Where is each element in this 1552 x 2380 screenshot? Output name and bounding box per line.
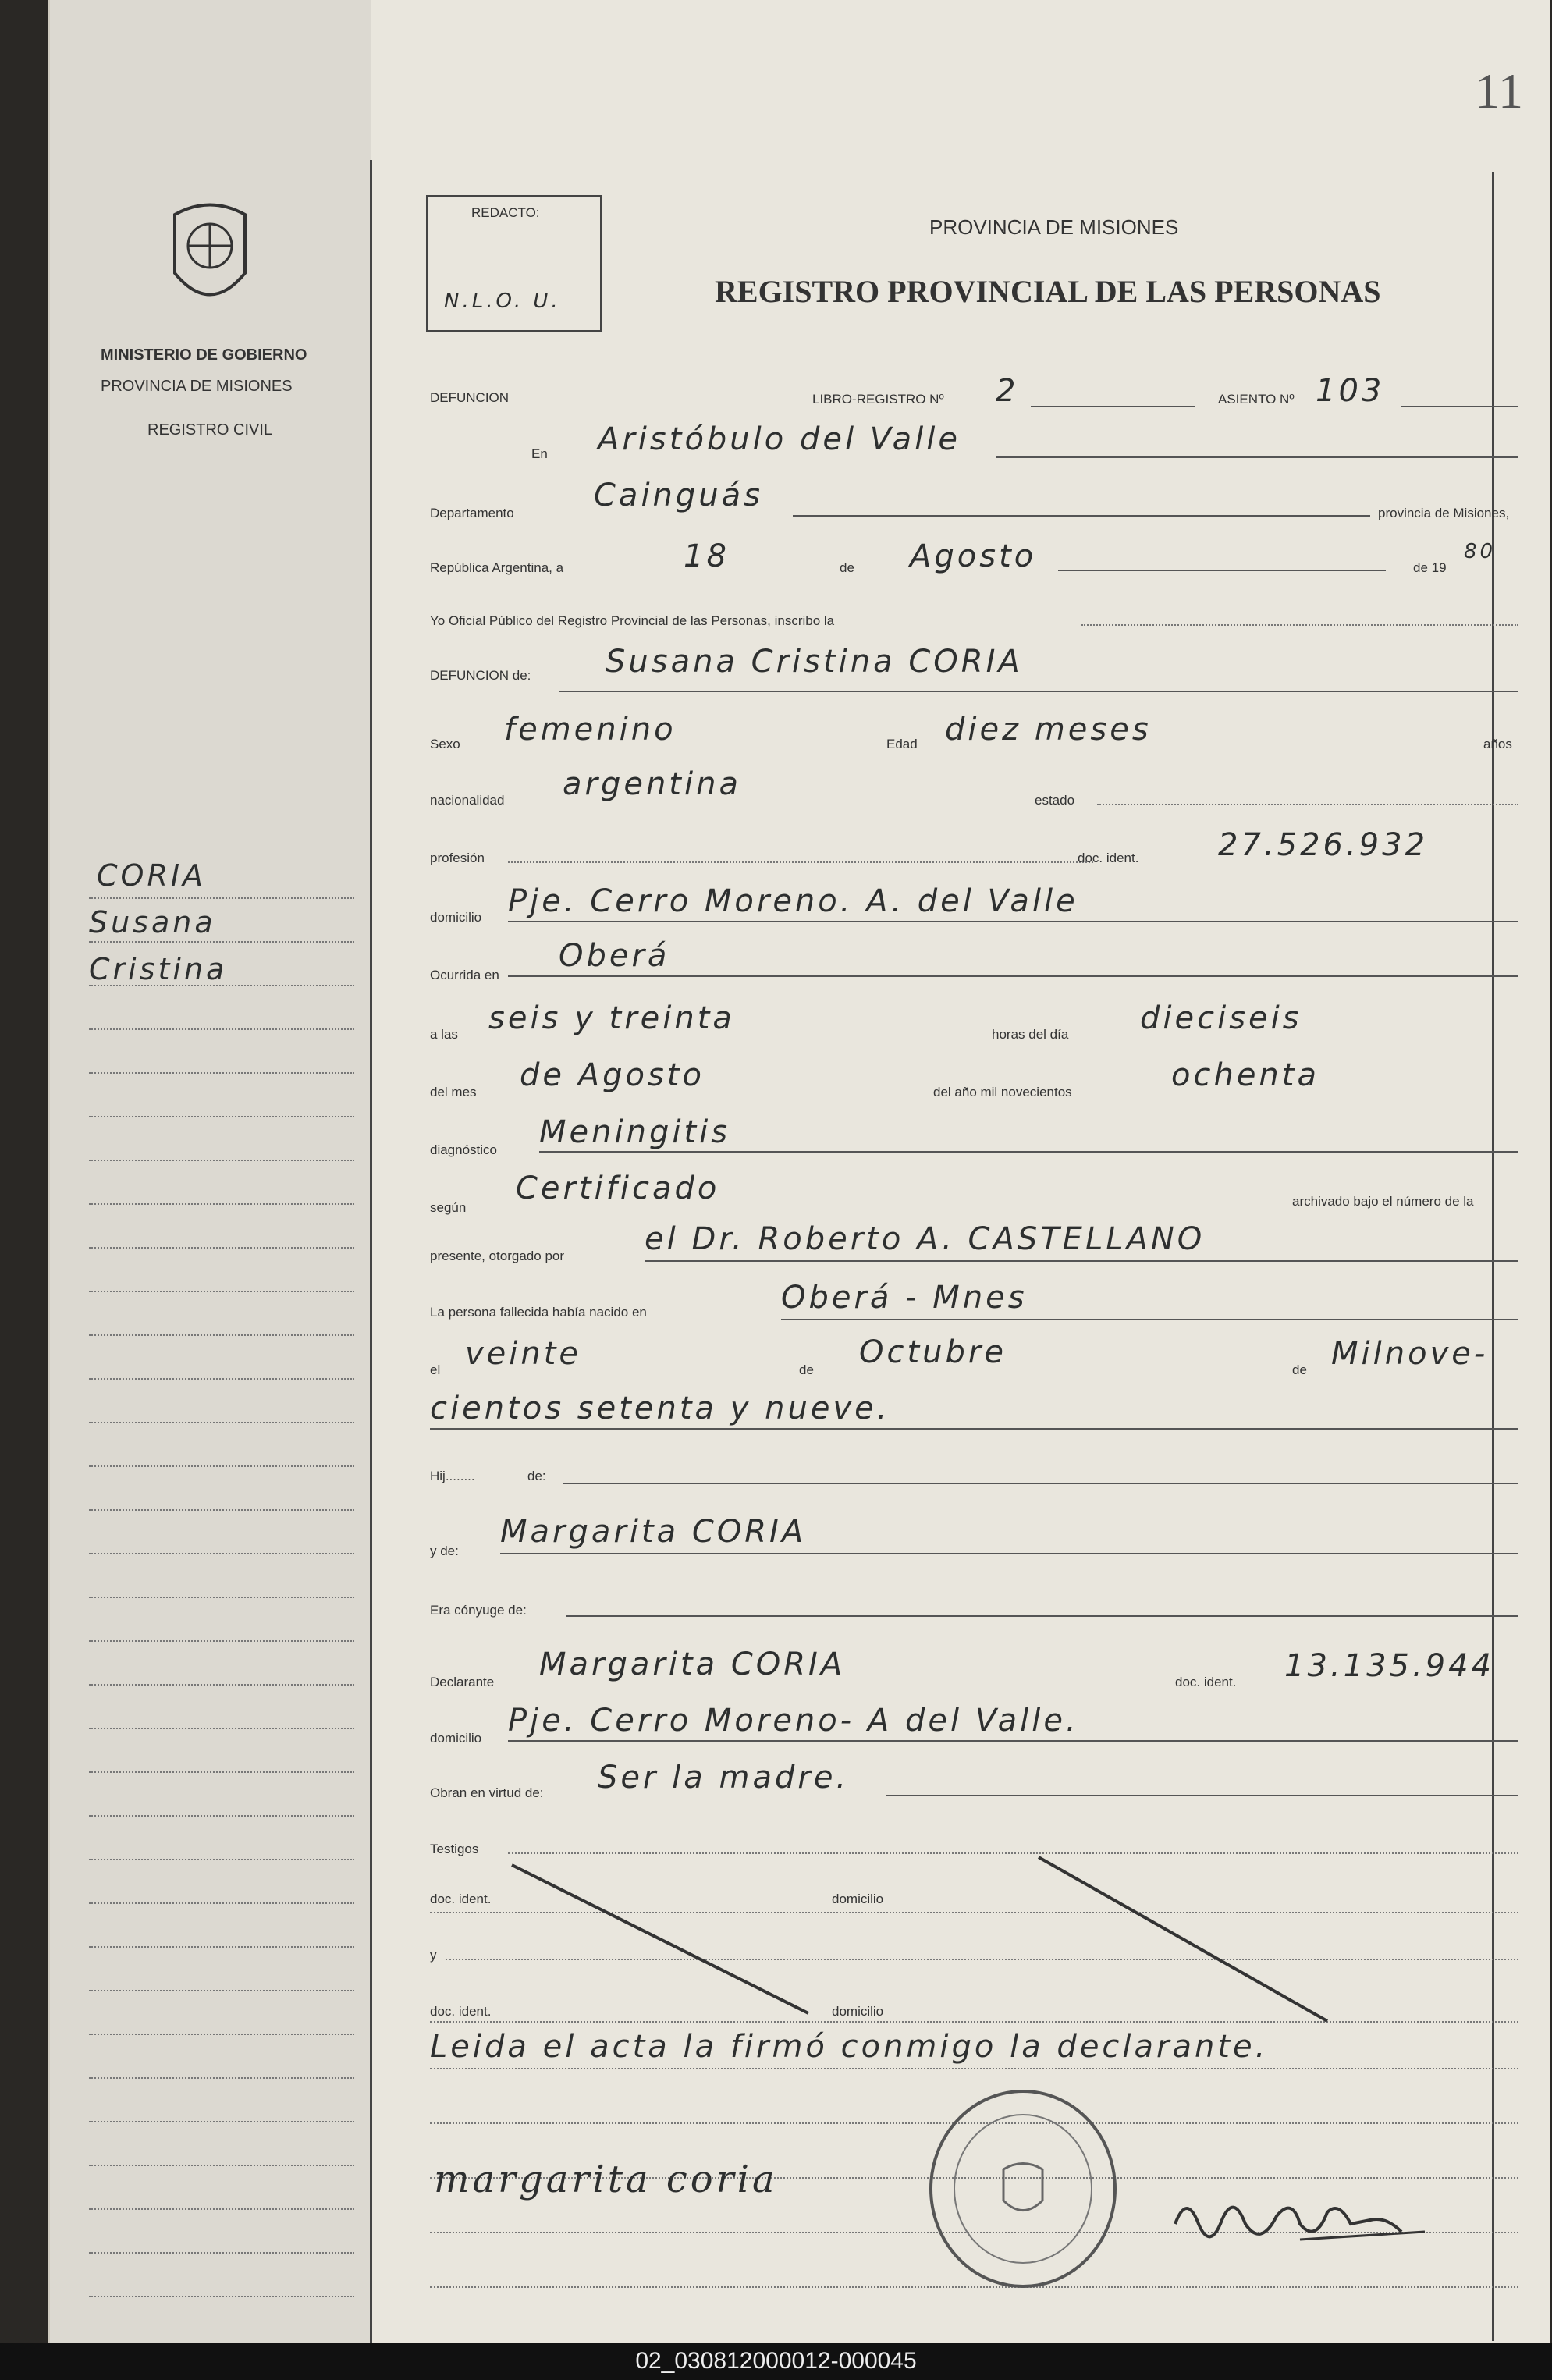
doc-value: 27.526.932 (1218, 827, 1429, 863)
t-doc1-label: doc. ident. (430, 1892, 492, 1906)
month-value: Agosto (910, 538, 1037, 574)
image-id-footer: 02_030812000012-000045 (0, 2343, 1552, 2380)
year-label: de 19 (1413, 560, 1447, 575)
margin-line (89, 1771, 354, 1773)
nac-anio-value-2: cientos setenta y nueve. (430, 1391, 890, 1426)
obran-value: Ser la madre. (598, 1760, 850, 1796)
margin-line (89, 2121, 354, 2122)
deceased-name: Susana Cristina CORIA (606, 644, 1023, 680)
year-value: 80 (1464, 540, 1497, 563)
diag-line (539, 1151, 1518, 1153)
margin-surname: CORIA (97, 858, 207, 893)
civil-registry-label: REGISTRO CIVIL (147, 421, 273, 439)
anio-label: del año mil novecientos (933, 1085, 1072, 1099)
estado-line (1097, 804, 1518, 805)
edad-value: diez meses (945, 712, 1152, 748)
margin-given-2: Cristina (89, 952, 228, 986)
official-seal-icon (922, 2083, 1124, 2294)
conyuge-line (566, 1615, 1518, 1617)
officer-text: Yo Oficial Público del Registro Provincial de las Personas, inscribo la (430, 613, 835, 628)
day-value: 18 (684, 538, 730, 574)
en-label: En (531, 446, 548, 461)
margin-line (89, 1859, 354, 1860)
margin-line (89, 2296, 354, 2297)
sexo-value: femenino (504, 712, 677, 748)
province-label: PROVINCIA DE MISIONES (101, 378, 293, 395)
rep-label: República Argentina, a (430, 560, 564, 575)
libro-value: 2 (996, 373, 1019, 409)
deceased-line (559, 691, 1518, 692)
type-label: DEFUNCION (430, 390, 510, 405)
obran-label: Obran en virtud de: (430, 1785, 544, 1800)
margin-line (89, 941, 354, 943)
t-doc2-label: doc. ident. (430, 2004, 492, 2019)
domicilio-line (508, 921, 1518, 922)
nacionalidad-label: nacionalidad (430, 793, 505, 808)
nacido-line (781, 1319, 1518, 1320)
redacto-label: REDACTO: (471, 205, 540, 220)
libro-line (1031, 406, 1195, 407)
diag-label: diagnóstico (430, 1142, 498, 1157)
hij-de-label: de: (527, 1469, 546, 1483)
a-las-label: a las (430, 1027, 458, 1042)
redacto-box (426, 195, 602, 332)
margin-line (89, 1247, 354, 1249)
profesion-line (508, 861, 1093, 863)
t-dom2-label: domicilio (832, 2004, 884, 2019)
el-label: el (430, 1362, 441, 1377)
nacionalidad-value: argentina (563, 766, 741, 802)
anos-label: años (1483, 737, 1512, 751)
mes-value: de Agosto (520, 1057, 705, 1093)
margin-line (89, 1334, 354, 1336)
margin-line (89, 1116, 354, 1117)
depto-value: Cainguás (594, 478, 763, 513)
margin-line (89, 1203, 354, 1205)
depto-line (793, 515, 1370, 517)
madre-value: Margarita CORIA (500, 1514, 807, 1550)
y-de-label: y de: (430, 1543, 459, 1558)
estado-label: estado (1035, 793, 1075, 808)
margin-given-1: Susana (89, 905, 216, 940)
medico-line (645, 1260, 1518, 1262)
margin-line (89, 2252, 354, 2254)
nacido-value: Oberá - Mnes (781, 1280, 1028, 1316)
margin-line (89, 1509, 354, 1511)
margin-line (89, 1465, 354, 1467)
domicilio-label: domicilio (430, 910, 482, 925)
page-number: 11 (1475, 63, 1523, 119)
testigos-strike-marks (371, 1834, 1526, 2037)
madre-line (500, 1553, 1518, 1554)
margin-line (89, 1684, 354, 1686)
nac-anio-line (430, 1428, 1518, 1430)
prov-suffix: provincia de Misiones, (1378, 506, 1510, 520)
coat-of-arms-icon (167, 199, 253, 316)
t-dom1-label: domicilio (832, 1892, 884, 1906)
nacido-label: La persona fallecida había nacido en (430, 1305, 647, 1320)
ocurrida-label: Ocurrida en (430, 968, 499, 982)
margin-line (89, 1422, 354, 1423)
closing-text: Leida el acta la firmó conmigo la declarante. (430, 2029, 1269, 2065)
decl-doc-label: doc. ident. (1175, 1675, 1237, 1689)
libro-label: LIBRO-REGISTRO Nº (812, 392, 944, 407)
hora-value: seis y treinta (488, 1000, 735, 1036)
nac-dia-value: veinte (465, 1336, 582, 1372)
t-y-label: y (430, 1948, 437, 1963)
month-line (1058, 570, 1386, 571)
del-mes-label: del mes (430, 1085, 477, 1099)
margin-line (89, 1902, 354, 1904)
asiento-line (1401, 406, 1518, 407)
margin-line (89, 2208, 354, 2210)
ocurrida-line (508, 975, 1518, 977)
medico-value: el Dr. Roberto A. CASTELLANO (645, 1221, 1206, 1257)
en-line (996, 456, 1518, 458)
declarante-value: Margarita CORIA (539, 1646, 846, 1682)
de-label: de (840, 560, 854, 575)
doc-label: doc. ident. (1078, 851, 1139, 865)
archivado-label: archivado bajo el número de la (1292, 1194, 1474, 1209)
diag-value: Meningitis (539, 1114, 731, 1150)
redacto-value: N.L.O. U. (444, 290, 561, 313)
margin-line (89, 1072, 354, 1074)
segun-label: según (430, 1200, 467, 1215)
nac-anio-value-1: Milnove- (1331, 1336, 1489, 1372)
presente-label: presente, otorgado por (430, 1249, 565, 1263)
conyuge-label: Era cónyuge de: (430, 1603, 527, 1618)
margin-line (89, 1291, 354, 1292)
decl-dom-value: Pje. Cerro Moreno- A del Valle. (508, 1703, 1079, 1739)
nac-mes-value: Octubre (859, 1334, 1007, 1370)
officer-line (1081, 624, 1518, 626)
nac-de2-label: de (1292, 1362, 1307, 1377)
domicilio-value: Pje. Cerro Moreno. A. del Valle (508, 883, 1078, 919)
hij-label: Hij........ (430, 1469, 475, 1483)
declarante-signature: margarita coria (434, 2158, 778, 2201)
margin-line (89, 2165, 354, 2166)
decl-dom-line (508, 1740, 1518, 1742)
anio-value: ochenta (1171, 1057, 1319, 1093)
edad-label: Edad (886, 737, 918, 751)
margin-line (89, 1028, 354, 1030)
left-margin-band (50, 0, 371, 2343)
sexo-label: Sexo (430, 737, 460, 751)
obran-line (886, 1795, 1518, 1796)
margin-line (89, 1640, 354, 1642)
asiento-value: 103 (1316, 373, 1385, 409)
ministry-label: MINISTERIO DE GOBIERNO (101, 346, 307, 364)
form-area (371, 0, 1526, 2343)
margin-line (89, 1160, 354, 1161)
testigos-label: Testigos (430, 1842, 479, 1856)
en-value: Aristóbulo del Valle (598, 421, 961, 457)
margin-line (89, 1597, 354, 1598)
defuncion-de-label: DEFUNCION de: (430, 668, 531, 683)
profesion-label: profesión (430, 851, 485, 865)
decl-dom-label: domicilio (430, 1731, 482, 1746)
declarante-label: Declarante (430, 1675, 495, 1689)
margin-line (89, 897, 354, 899)
asiento-label: ASIENTO Nº (1218, 392, 1295, 407)
margin-line (89, 1946, 354, 1948)
margin-line (89, 985, 354, 986)
margin-line (89, 1815, 354, 1817)
horas-label: horas del día (992, 1027, 1069, 1042)
decl-doc-value: 13.135.944 (1284, 1648, 1495, 1684)
registry-title: REGISTRO PROVINCIAL DE LAS PERSONAS (715, 274, 1381, 309)
margin-line (89, 1728, 354, 1729)
hij-line (563, 1483, 1518, 1484)
officer-signature (1167, 2177, 1425, 2263)
margin-line (89, 1378, 354, 1380)
dia-value: dieciseis (1140, 1000, 1302, 1036)
margin-line (89, 1553, 354, 1554)
segun-value: Certificado (516, 1170, 720, 1206)
margin-line (89, 1990, 354, 1991)
margin-line (89, 2077, 354, 2079)
closing-line (430, 2068, 1518, 2069)
depto-label: Departamento (430, 506, 514, 520)
margin-line (89, 2034, 354, 2035)
top-province: PROVINCIA DE MISIONES (929, 215, 1179, 239)
nac-de-label: de (799, 1362, 814, 1377)
document-sheet (48, 0, 1550, 2343)
ocurrida-value: Oberá (559, 938, 670, 974)
